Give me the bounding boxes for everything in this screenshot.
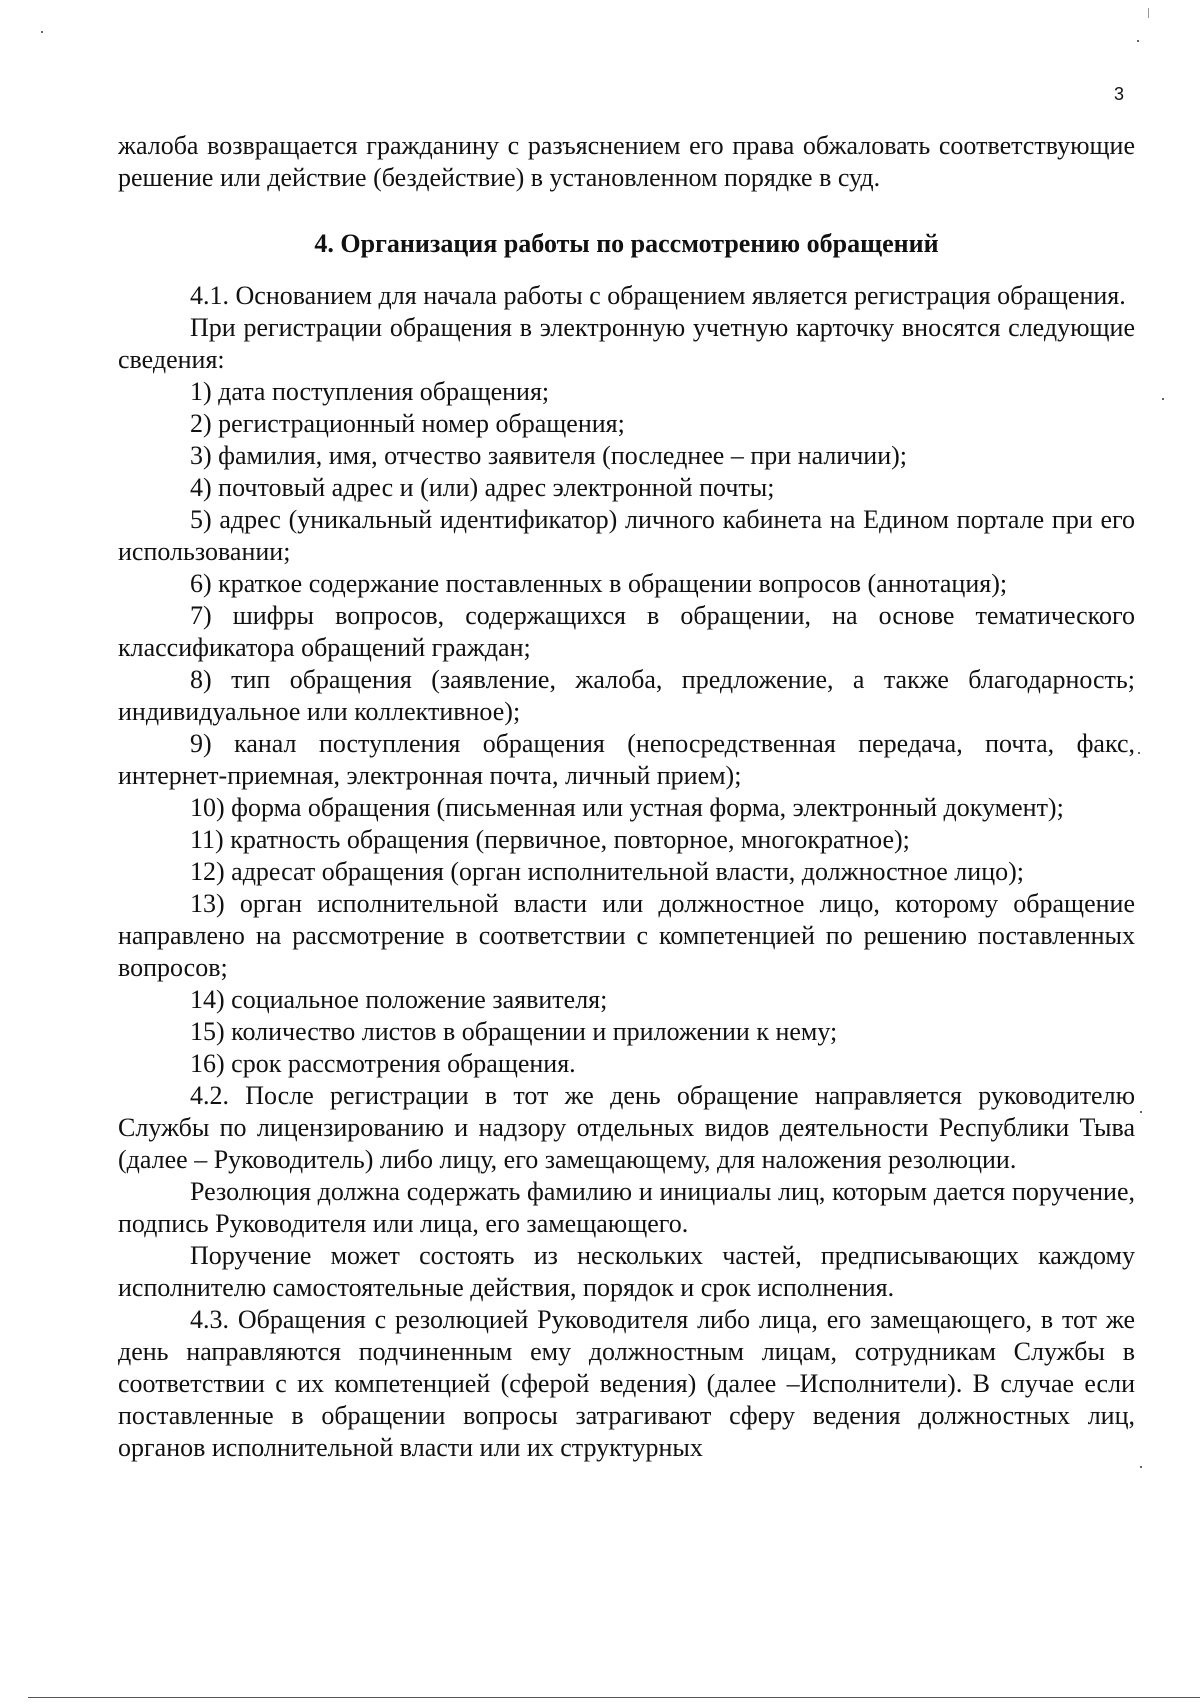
paragraph-4-2: 4.2. После регистрации в тот же день обращение направляется руководителю Службы по лицензированию и надзору отдельных видов деятельности Республики Тыва (далее – Руководитель) либо лицу, его замещающему, для наложения резолюции. (118, 1081, 1135, 1174)
list-item: 8) тип обращения (заявление, жалоба, предложение, а также благодарность; индивидуальное или коллективное); (118, 665, 1135, 726)
scan-speck (1137, 40, 1139, 42)
list-item: 1) дата поступления обращения; (190, 377, 550, 406)
paragraph-4-3: 4.3. Обращения с резолюцией Руководителя либо лица, его замещающего, в тот же день направляются подчиненным ему должностным лицам, сотрудникам Службы в соответствии с их компетенцией (сферой ведения) (далее –Исполнители). В случае если поставленные в обращении вопросы затрагивают сферу ведения должностных лиц, органов исполнительной власти или их структурных (118, 1305, 1135, 1462)
list-item: 9) канал поступления обращения (непосредственная передача, почта, факс, интернет-приемная, электронная почта, личный прием); (118, 729, 1135, 790)
scan-speck (1138, 752, 1140, 754)
registration-list (118, 376, 1135, 1080)
list-item: 13) орган исполнительной власти или должностное лицо, которому обращение направлено на рассмотрение в соответствии с компетенцией по решению поставленных вопросов; (118, 889, 1135, 982)
list-item: 2) регистрационный номер обращения; (190, 409, 625, 438)
list-item: 11) кратность обращения (первичное, повторное, многократное); (190, 825, 910, 854)
scan-speck (1140, 1111, 1142, 1113)
list-item: 10) форма обращения (письменная или устная форма, электронный документ); (190, 793, 1064, 822)
scan-speck (1148, 8, 1149, 18)
scan-speck (1162, 398, 1164, 400)
list-item: 3) фамилия, имя, отчество заявителя (последнее – при наличии); (190, 441, 908, 470)
list-item: 5) адрес (уникальный идентификатор) личного кабинета на Едином портале при его использовании; (118, 505, 1135, 566)
list-item: 4) почтовый адрес и (или) адрес электронной почты; (190, 473, 775, 502)
scan-edge-line (28, 1697, 1200, 1698)
list-item: 14) социальное положение заявителя; (190, 985, 608, 1014)
scan-speck (1140, 1466, 1142, 1468)
list-item: 7) шифры вопросов, содержащихся в обращении, на основе тематического классификатора обращений граждан; (118, 601, 1135, 662)
instruction-paragraph: Поручение может состоять из нескольких частей, предписывающих каждому исполнителю самостоятельные действия, порядок и срок исполнения. (118, 1241, 1135, 1302)
list-item: 16) срок рассмотрения обращения. (190, 1049, 576, 1078)
list-item: 6) краткое содержание поставленных в обращении вопросов (аннотация); (190, 569, 1008, 598)
list-item: 12) адресат обращения (орган исполнительной власти, должностное лицо); (190, 857, 1024, 886)
registration-intro-paragraph: При регистрации обращения в электронную учетную карточку вносятся следующие сведения: (118, 313, 1135, 374)
resolution-paragraph: Резолюция должна содержать фамилию и инициалы лиц, которым дается поручение, подпись Руководителя или лица, его замещающего. (118, 1177, 1135, 1238)
page-number: 3 (1113, 84, 1124, 104)
scan-speck (41, 31, 43, 33)
paragraph-4-1: 4.1. Основанием для начала работы с обращением является регистрация обращения. (190, 281, 1126, 310)
opening-paragraph: жалоба возвращается гражданину с разъяснением его права обжаловать соответствующие решение или действие (бездействие) в установленном порядке в суд. (118, 131, 1135, 192)
document-body (118, 130, 1135, 1464)
list-item: 15) количество листов в обращении и приложении к нему; (190, 1017, 838, 1046)
section-heading: 4. Организация работы по рассмотрению обращений (314, 229, 939, 258)
